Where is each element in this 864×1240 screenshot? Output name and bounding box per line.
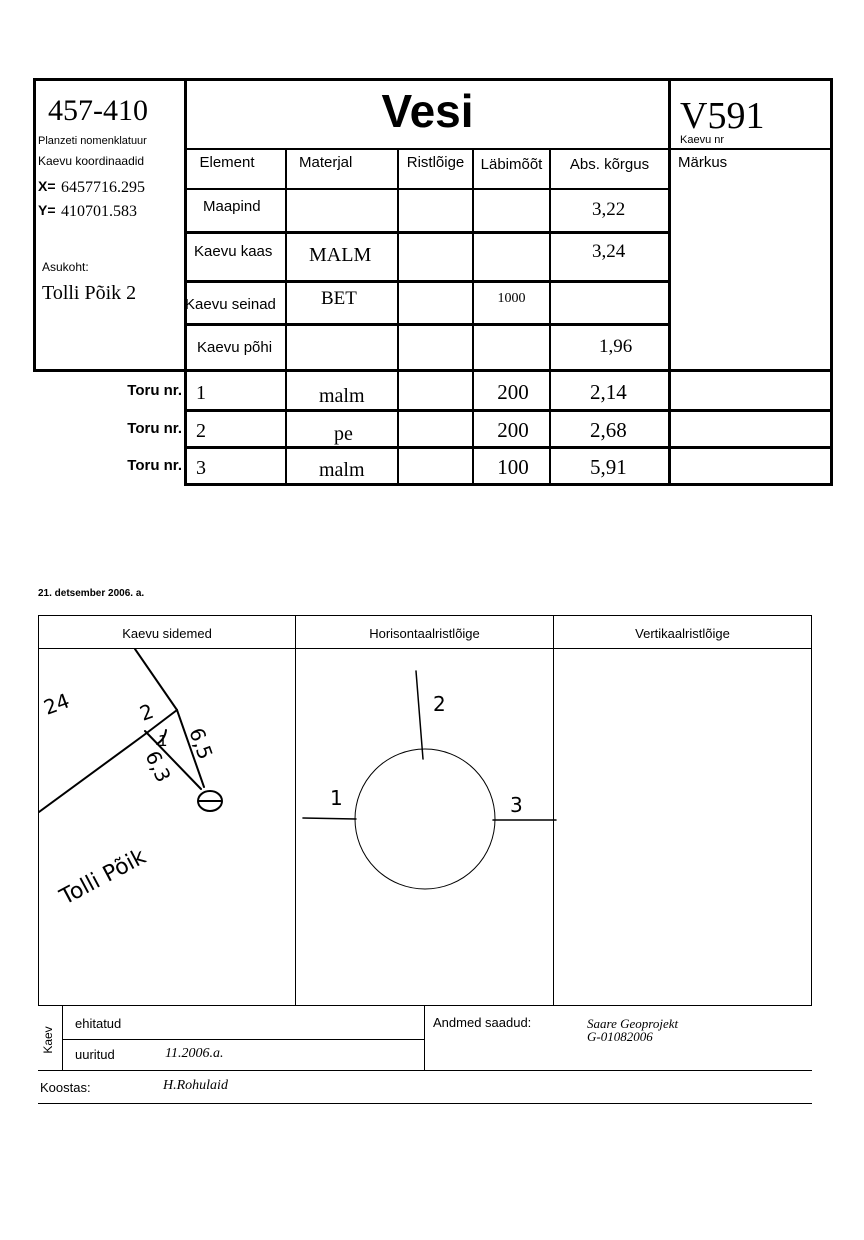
well-label-vertical: Kaev	[41, 1026, 55, 1054]
horizontal-cross-section	[296, 649, 558, 1005]
data-source-code: G-01082006	[587, 1029, 653, 1044]
nomenclature-value: 457-410	[48, 94, 148, 127]
col-sep-material	[285, 148, 287, 486]
table-row-diameter: 1000	[497, 291, 526, 306]
col-header-abs-height: Abs. kõrgus	[569, 156, 650, 173]
col-header-cross-section: Ristlõige	[406, 154, 465, 171]
footer-row-line	[62, 1039, 424, 1040]
handwritten-street: Tolli Põik	[56, 844, 151, 911]
handwritten-pipe-label: 1	[330, 786, 343, 810]
well-number-label: Kaevu nr	[680, 134, 725, 146]
sketch-right-border	[811, 615, 812, 1006]
y-label: Y=	[38, 202, 56, 218]
nomenclature-label: Planzeti nomenklatuur	[38, 135, 147, 147]
surveyed-value: 11.2006.a.	[165, 1046, 224, 1061]
table-row-element: Kaevu seinad	[185, 296, 276, 313]
pipe-diameter: 200	[497, 380, 529, 404]
col-header-diameter: Läbimõõt	[480, 156, 543, 173]
sketch-top-border	[38, 615, 812, 616]
col-header-material: Materjal	[299, 154, 353, 171]
footer-row-line	[38, 1070, 812, 1071]
table-row-material: BET	[321, 288, 357, 309]
table-row-height: 3,24	[592, 241, 626, 262]
handwritten-pipe-label: 2	[433, 692, 446, 716]
pipe-label: Toru nr.	[127, 457, 182, 474]
col-sep-cross	[397, 148, 399, 486]
pipe-line-1	[303, 818, 356, 819]
document-date: 21. detsember 2006. a.	[38, 588, 145, 599]
table-mid-border	[33, 369, 833, 372]
well-circle	[355, 749, 495, 889]
surveyed-label: uuritud	[75, 1047, 115, 1062]
handwritten-label: 1	[158, 732, 168, 750]
sketch-col-title-horizontal: Horisontaalristlõige	[369, 626, 480, 641]
y-coordinate: 410701.583	[61, 203, 137, 220]
coords-label: Kaevu koordinaadid	[38, 154, 145, 168]
handwritten-label: 2	[136, 698, 157, 726]
table-row-material: MALM	[309, 244, 372, 266]
sketch-col-title-vertical: Vertikaalristlõige	[635, 626, 730, 641]
table-row-height: 3,22	[592, 199, 626, 220]
pipe-diameter: 200	[497, 418, 529, 442]
pipe-line-2	[416, 671, 423, 759]
pipe-label: Toru nr.	[127, 382, 182, 399]
table-row-element: Maapind	[203, 198, 261, 215]
footer-sep	[424, 1005, 425, 1071]
row-sep	[185, 409, 833, 412]
table-bottom-border	[185, 483, 833, 486]
location-value: Tolli Põik 2	[42, 282, 137, 304]
well-connections-sketch	[39, 649, 295, 1005]
handwritten-label: 6,5	[184, 724, 218, 763]
data-source-label: Andmed saadud:	[433, 1015, 532, 1030]
data-source-company: Saare Geoprojekt	[587, 1016, 679, 1031]
pipe-material: pe	[334, 423, 353, 445]
author-label: Koostas:	[40, 1080, 91, 1095]
footer-bottom-line	[38, 1103, 812, 1104]
col-header-remarks: Märkus	[678, 154, 728, 171]
location-label: Asukoht:	[42, 260, 89, 274]
header-row-bottom	[185, 148, 833, 150]
pipe-height: 2,14	[590, 380, 627, 404]
author-value: H.Rohulaid	[163, 1078, 228, 1093]
pipe-number: 2	[196, 420, 206, 442]
table-left-border	[33, 78, 36, 371]
pipe-material: malm	[319, 385, 365, 407]
page-title: Vesi	[381, 85, 474, 137]
row-sep	[185, 231, 670, 234]
well-number: V591	[680, 95, 765, 137]
pipe-height: 2,68	[590, 418, 627, 442]
col-header-element: Element	[199, 154, 255, 171]
table-row-element: Kaevu kaas	[194, 243, 273, 260]
row-sep	[185, 323, 670, 326]
x-coordinate: 6457716.295	[61, 179, 145, 196]
table-row-height: 1,96	[599, 336, 633, 357]
handwritten-label: 24	[40, 688, 73, 720]
row-sep	[185, 446, 833, 449]
handwritten-label: 6,3	[140, 746, 176, 786]
pipe-height: 5,91	[590, 455, 627, 479]
footer-top-line	[38, 1005, 812, 1006]
handwritten-pipe-label: 3	[510, 793, 523, 817]
x-label: X=	[38, 178, 56, 194]
pipe-material: malm	[319, 459, 365, 481]
row-sep	[185, 280, 670, 283]
pipe-label: Toru nr.	[127, 420, 182, 437]
footer-sep	[62, 1005, 63, 1071]
built-label: ehitatud	[75, 1016, 122, 1031]
row-sep	[185, 188, 670, 190]
table-top-border	[33, 78, 833, 81]
table-row-element: Kaevu põhi	[197, 339, 273, 356]
pipe-number: 3	[196, 457, 206, 479]
pipe-diameter: 100	[497, 455, 529, 479]
table-right-border	[830, 78, 833, 486]
sketch-col-title-connections: Kaevu sidemed	[122, 626, 212, 641]
pipe-number: 1	[196, 382, 206, 404]
